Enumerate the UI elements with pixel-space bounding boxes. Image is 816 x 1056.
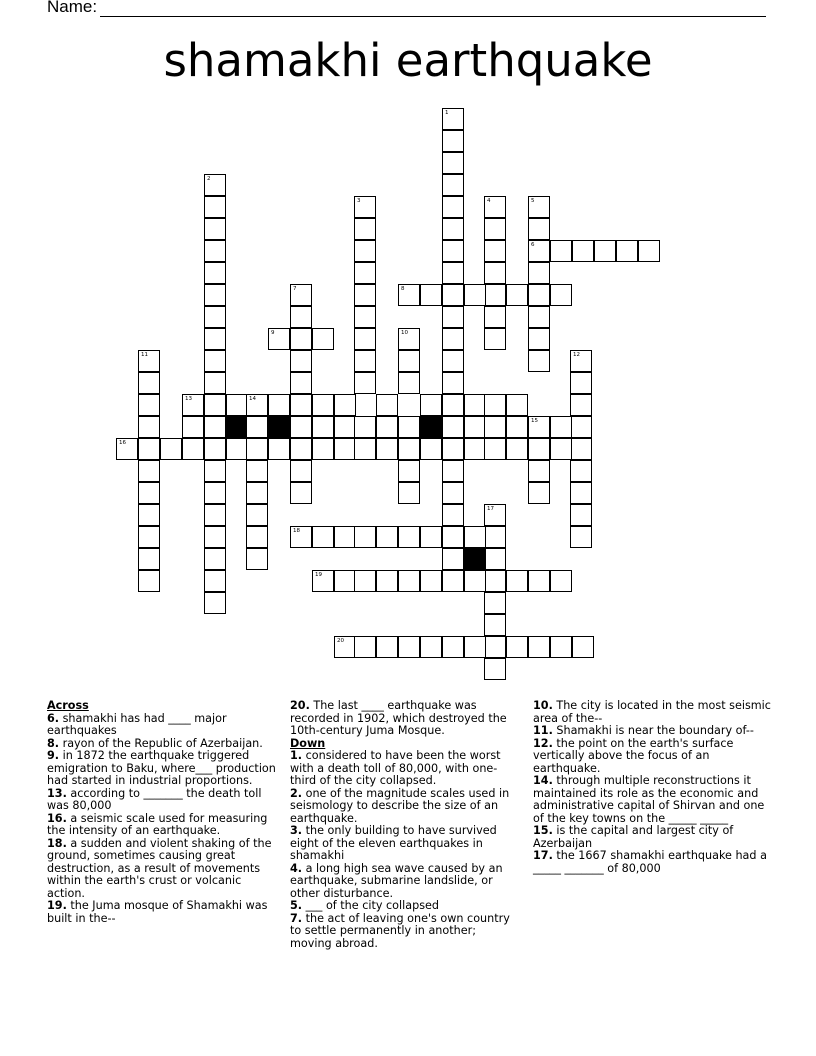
clue-text: The last ____ earthquake was recorded in 1902, which destroyed the 10th-century Juma Mosque. <box>290 699 507 737</box>
crossword-cell[interactable] <box>506 438 528 460</box>
crossword-cell[interactable] <box>442 306 464 328</box>
clue-number: 12 <box>573 352 580 358</box>
page-title: shamakhi earthquake <box>163 34 653 87</box>
clues-column-1 <box>47 700 277 925</box>
across-clue <box>47 900 277 925</box>
crossword-cell[interactable] <box>138 482 160 504</box>
crossword-cell[interactable] <box>570 460 592 482</box>
crossword-cell[interactable] <box>334 636 356 658</box>
crossword-cell[interactable] <box>570 350 592 372</box>
across-clue <box>47 713 277 738</box>
clue-number: 3 <box>357 198 361 204</box>
crossword-cell[interactable] <box>398 372 420 394</box>
crossword-cell[interactable] <box>442 504 464 526</box>
crossword-cell[interactable] <box>268 328 290 350</box>
crossword-cell[interactable] <box>268 394 290 416</box>
name-label: Name: <box>47 0 98 16</box>
clue-text: Shamakhi is near the boundary of-- <box>552 724 754 737</box>
crossword-cell[interactable] <box>312 416 334 438</box>
crossword-cell[interactable] <box>226 438 248 460</box>
crossword-cell[interactable] <box>484 636 506 658</box>
crossword-cell[interactable] <box>484 526 506 548</box>
crossword-cell[interactable] <box>138 372 160 394</box>
crossword-cell[interactable] <box>204 504 226 526</box>
crossword-cell[interactable] <box>484 218 506 240</box>
crossword-cell[interactable] <box>138 350 160 372</box>
clue-num: 15. <box>533 824 553 837</box>
clues-column-2 <box>290 700 518 950</box>
crossword-cell[interactable] <box>376 438 398 460</box>
crossword-cell[interactable] <box>312 394 334 416</box>
down-clue <box>290 788 518 826</box>
clue-number: 7 <box>293 286 297 292</box>
crossword-cell[interactable] <box>204 284 226 306</box>
crossword-cell[interactable] <box>570 526 592 548</box>
across-clue <box>47 788 277 813</box>
crossword-cell[interactable] <box>528 350 550 372</box>
down-clue <box>533 700 773 725</box>
down-clue <box>533 850 773 875</box>
clue-number: 4 <box>487 198 491 204</box>
crossword-cell[interactable] <box>376 394 398 416</box>
crossword-cell[interactable] <box>420 570 442 592</box>
crossword-cell[interactable] <box>334 526 356 548</box>
crossword-cell[interactable] <box>204 482 226 504</box>
crossword-cell[interactable] <box>312 570 334 592</box>
clue-number: 13 <box>185 396 192 402</box>
clue-num: 20. <box>290 699 310 712</box>
crossword-cell[interactable] <box>506 416 528 438</box>
crossword-cell[interactable] <box>442 548 464 570</box>
crossword-cell[interactable] <box>484 262 506 284</box>
crossword-cell[interactable] <box>484 416 506 438</box>
crossword-cell[interactable] <box>506 394 528 416</box>
clue-text: in 1872 the earthquake triggered emigration to Baku, where___ production had started in industrial proportions. <box>47 749 276 787</box>
crossword-cell[interactable] <box>376 526 398 548</box>
crossword-cell[interactable] <box>550 416 572 438</box>
crossword-cell[interactable] <box>464 438 486 460</box>
across-clue <box>47 813 277 838</box>
crossword-cell[interactable] <box>246 482 268 504</box>
crossword-cell[interactable] <box>138 504 160 526</box>
crossword-cell[interactable] <box>550 636 572 658</box>
crossword-cell[interactable] <box>204 196 226 218</box>
crossword-cell[interactable] <box>398 438 420 460</box>
crossword-cell[interactable] <box>528 328 550 350</box>
crossword-cell[interactable] <box>354 328 376 350</box>
crossword-cell[interactable] <box>442 108 464 130</box>
crossword-cell[interactable] <box>204 350 226 372</box>
crossword-cell[interactable] <box>354 526 376 548</box>
crossword-cell[interactable] <box>442 394 464 416</box>
clue-num: 7. <box>290 911 303 925</box>
crossword-cell[interactable] <box>528 636 550 658</box>
crossword-cell[interactable] <box>484 394 506 416</box>
crossword-cell[interactable] <box>334 394 356 416</box>
crossword-cell[interactable] <box>138 526 160 548</box>
crossword-cell[interactable] <box>506 636 528 658</box>
crossword-cell[interactable] <box>182 394 204 416</box>
crossword-cell[interactable] <box>290 394 312 416</box>
crossword-cell[interactable] <box>290 350 312 372</box>
crossword-cell[interactable] <box>572 636 594 658</box>
clue-number: 9 <box>271 330 275 336</box>
crossword-cell[interactable] <box>204 460 226 482</box>
clue-text: rayon of the Republic of Azerbaijan. <box>59 736 263 750</box>
crossword-cell[interactable] <box>506 284 528 306</box>
clue-text: the 1667 shamakhi earthquake had a _____ _______ of 80,000 <box>533 849 767 875</box>
crossword-cell[interactable] <box>484 284 506 306</box>
clue-number: 11 <box>141 352 148 358</box>
crossword-cell[interactable] <box>290 284 312 306</box>
across-clue <box>47 750 277 788</box>
clue-num: 10. <box>533 699 553 712</box>
crossword-cell[interactable] <box>528 460 550 482</box>
crossword-cell[interactable] <box>398 328 420 350</box>
clue-text: is the capital and largest city of Azerbaijan <box>533 824 734 850</box>
crossword-cell[interactable] <box>204 394 226 416</box>
clue-number: 8 <box>401 286 405 292</box>
crossword-cell[interactable] <box>528 240 550 262</box>
crossword-cell[interactable] <box>376 636 398 658</box>
crossword-cell[interactable] <box>484 328 506 350</box>
crossword-cell[interactable] <box>442 218 464 240</box>
crossword-cell[interactable] <box>354 306 376 328</box>
crossword-cell[interactable] <box>398 570 420 592</box>
crossword-cell[interactable] <box>138 416 160 438</box>
clue-num: 17. <box>533 849 553 862</box>
crossword-cell[interactable] <box>204 174 226 196</box>
crossword-cell[interactable] <box>442 240 464 262</box>
crossword-cell[interactable] <box>290 526 312 548</box>
crossword-block <box>420 416 442 438</box>
clue-number: 16 <box>119 440 126 446</box>
crossword-cell[interactable] <box>442 196 464 218</box>
crossword-cell[interactable] <box>204 592 226 614</box>
crossword-cell[interactable] <box>398 350 420 372</box>
clue-text: the only building to have survived eight of the eleven earthquakes in shamakhi <box>290 824 497 862</box>
clue-number: 14 <box>249 396 256 402</box>
crossword-cell[interactable] <box>160 438 182 460</box>
crossword-cell[interactable] <box>204 328 226 350</box>
crossword-cell[interactable] <box>464 284 486 306</box>
crossword-cell[interactable] <box>290 306 312 328</box>
crossword-cell[interactable] <box>290 482 312 504</box>
crossword-cell[interactable] <box>484 196 506 218</box>
crossword-cell[interactable] <box>290 460 312 482</box>
clue-text: a seismic scale used for measuring the intensity of an earthquake. <box>47 811 268 837</box>
crossword-cell[interactable] <box>204 438 226 460</box>
clue-number: 20 <box>337 638 344 644</box>
crossword-cell[interactable] <box>638 240 660 262</box>
crossword-cell[interactable] <box>354 570 376 592</box>
clue-num: 1. <box>290 749 303 762</box>
crossword-cell[interactable] <box>138 570 160 592</box>
crossword-cell[interactable] <box>528 196 550 218</box>
crossword-cell[interactable] <box>354 416 376 438</box>
crossword-cell[interactable] <box>138 548 160 570</box>
crossword-cell[interactable] <box>442 328 464 350</box>
crossword-cell[interactable] <box>570 504 592 526</box>
crossword-cell[interactable] <box>354 240 376 262</box>
crossword-cell[interactable] <box>550 438 572 460</box>
crossword-cell[interactable] <box>442 460 464 482</box>
crossword-cell[interactable] <box>570 438 592 460</box>
crossword-cell[interactable] <box>246 460 268 482</box>
down-clue <box>290 863 518 901</box>
crossword-cell[interactable] <box>484 438 506 460</box>
clue-num: 16. <box>47 811 67 825</box>
across-clue <box>47 838 277 901</box>
crossword-cell[interactable] <box>312 526 334 548</box>
crossword-cell[interactable] <box>484 592 506 614</box>
clue-number: 1 <box>445 110 449 116</box>
crossword-cell[interactable] <box>290 372 312 394</box>
crossword-cell[interactable] <box>484 570 506 592</box>
clue-num: 8. <box>47 736 60 750</box>
down-clue <box>533 738 773 776</box>
crossword-cell[interactable] <box>528 416 550 438</box>
crossword-cell[interactable] <box>204 240 226 262</box>
down-clue <box>533 775 773 825</box>
crossword-cell[interactable] <box>182 438 204 460</box>
clue-text: the Juma mosque of Shamakhi was built in the-- <box>47 899 268 925</box>
crossword-cell[interactable] <box>354 284 376 306</box>
clue-number: 17 <box>487 506 494 512</box>
crossword-cell[interactable] <box>246 548 268 570</box>
crossword-block <box>268 416 290 438</box>
crossword-cell[interactable] <box>354 372 376 394</box>
crossword-cell[interactable] <box>464 416 486 438</box>
crossword-cell[interactable] <box>528 482 550 504</box>
crossword-cell[interactable] <box>334 416 356 438</box>
crossword-cell[interactable] <box>528 570 550 592</box>
crossword-cell[interactable] <box>528 438 550 460</box>
crossword-cell[interactable] <box>506 570 528 592</box>
crossword-cell[interactable] <box>570 372 592 394</box>
clue-text: considered to have been the worst with a death toll of 80,000, with one-third of the city collapsed. <box>290 749 501 787</box>
crossword-cell[interactable] <box>246 416 268 438</box>
crossword-cell[interactable] <box>484 548 506 570</box>
crossword-cell[interactable] <box>442 570 464 592</box>
clues-column-3 <box>533 700 773 875</box>
clue-text: shamakhi has had ____ major earthquakes <box>47 711 227 737</box>
crossword-cell[interactable] <box>334 438 356 460</box>
crossword-cell[interactable] <box>550 570 572 592</box>
down-heading: Down <box>290 736 326 750</box>
clue-number: 10 <box>401 330 408 336</box>
crossword-cell[interactable] <box>398 416 420 438</box>
crossword-cell[interactable] <box>442 350 464 372</box>
crossword-cell[interactable] <box>484 504 506 526</box>
crossword-cell[interactable] <box>528 306 550 328</box>
clue-num: 5. <box>290 899 303 912</box>
crossword-cell[interactable] <box>138 438 160 460</box>
crossword-cell[interactable] <box>376 416 398 438</box>
crossword-cell[interactable] <box>204 526 226 548</box>
clue-num: 9. <box>47 749 60 762</box>
clue-text: the act of leaving one's own country to settle permanently in another; moving abroad. <box>290 911 510 950</box>
crossword-cell[interactable] <box>376 570 398 592</box>
crossword-cell[interactable] <box>594 240 616 262</box>
crossword-cell[interactable] <box>420 526 442 548</box>
crossword-cell[interactable] <box>442 526 464 548</box>
down-clue <box>290 913 518 951</box>
down-clue <box>290 750 518 788</box>
clue-num: 6. <box>47 711 60 725</box>
clue-text: a long high sea wave caused by an earthquake, submarine landslide, or other disturbance. <box>290 861 503 900</box>
crossword-cell[interactable] <box>616 240 638 262</box>
crossword-cell[interactable] <box>354 196 376 218</box>
clue-num: 12. <box>533 736 553 750</box>
clue-number: 18 <box>293 528 300 534</box>
clue-num: 14. <box>533 774 553 787</box>
crossword-cell[interactable] <box>246 526 268 548</box>
crossword-cell[interactable] <box>442 152 464 174</box>
crossword-cell[interactable] <box>354 636 376 658</box>
clue-text: through multiple reconstructions it maintained its role as the economic and administrative capital of Shirvan and one of the key towns on the _____ _____ <box>533 774 765 825</box>
clue-text: a sudden and violent shaking of the ground, sometimes causing great destruction, as a result of movements within the earth's crust or volcanic action. <box>47 836 272 900</box>
crossword-cell[interactable] <box>484 306 506 328</box>
crossword-cell[interactable] <box>246 438 268 460</box>
crossword-cell[interactable] <box>398 482 420 504</box>
crossword-cell[interactable] <box>442 174 464 196</box>
crossword-cell[interactable] <box>420 636 442 658</box>
crossword-cell[interactable] <box>138 394 160 416</box>
crossword-cell[interactable] <box>570 394 592 416</box>
crossword-cell[interactable] <box>442 636 464 658</box>
crossword-cell[interactable] <box>484 614 506 636</box>
clue-text: The city is located in the most seismic area of the-- <box>533 699 771 725</box>
crossword-cell[interactable] <box>550 284 572 306</box>
crossword-cell[interactable] <box>398 526 420 548</box>
crossword-cell[interactable] <box>572 240 594 262</box>
crossword-cell[interactable] <box>570 416 592 438</box>
crossword-cell[interactable] <box>442 482 464 504</box>
clue-num: 19. <box>47 899 67 912</box>
crossword-cell[interactable] <box>290 416 312 438</box>
crossword-cell[interactable] <box>420 284 442 306</box>
crossword-cell[interactable] <box>398 636 420 658</box>
crossword-cell[interactable] <box>442 438 464 460</box>
crossword-cell[interactable] <box>442 416 464 438</box>
crossword-cell[interactable] <box>204 306 226 328</box>
across-clue <box>290 700 518 738</box>
crossword-cell[interactable] <box>312 328 334 350</box>
crossword-cell[interactable] <box>464 394 486 416</box>
down-clue <box>533 825 773 850</box>
crossword-cell[interactable] <box>204 262 226 284</box>
clue-number: 5 <box>531 198 535 204</box>
crossword-cell[interactable] <box>246 394 268 416</box>
crossword-cell[interactable] <box>442 372 464 394</box>
crossword-block <box>464 548 486 570</box>
clue-number: 19 <box>315 572 322 578</box>
crossword-cell[interactable] <box>354 438 376 460</box>
crossword-cell[interactable] <box>550 240 572 262</box>
crossword-cell[interactable] <box>204 372 226 394</box>
clue-text: according to _______ the death toll was 80,000 <box>47 786 262 812</box>
crossword-cell[interactable] <box>420 438 442 460</box>
clue-num: 13. <box>47 786 67 800</box>
clue-num: 4. <box>290 861 303 875</box>
crossword-block <box>226 416 248 438</box>
crossword-cell[interactable] <box>570 482 592 504</box>
crossword-cell[interactable] <box>398 284 420 306</box>
crossword-cell[interactable] <box>464 526 486 548</box>
crossword-cell[interactable] <box>464 636 486 658</box>
crossword-cell[interactable] <box>420 394 442 416</box>
crossword-cell[interactable] <box>464 570 486 592</box>
crossword-cell[interactable] <box>528 262 550 284</box>
crossword-cell[interactable] <box>354 350 376 372</box>
crossword-cell[interactable] <box>528 284 550 306</box>
clue-num: 18. <box>47 836 67 850</box>
clue-num: 2. <box>290 786 303 800</box>
crossword-cell[interactable] <box>354 262 376 284</box>
crossword-cell[interactable] <box>442 284 464 306</box>
crossword-cell[interactable] <box>268 438 290 460</box>
crossword-cell[interactable] <box>290 438 312 460</box>
clue-number: 2 <box>207 176 211 182</box>
clue-number: 15 <box>531 418 538 424</box>
crossword-cell[interactable] <box>442 262 464 284</box>
crossword-cell[interactable] <box>204 570 226 592</box>
down-clue <box>290 825 518 863</box>
clue-text: ___ of the city collapsed <box>302 899 440 912</box>
across-heading: Across <box>47 699 89 712</box>
crossword-cell[interactable] <box>528 218 550 240</box>
crossword-cell[interactable] <box>204 218 226 240</box>
crossword-cell[interactable] <box>246 504 268 526</box>
clue-number: 6 <box>531 242 535 248</box>
crossword-cell[interactable] <box>354 218 376 240</box>
crossword-cell[interactable] <box>398 460 420 482</box>
crossword-cell[interactable] <box>484 658 506 680</box>
crossword-cell[interactable] <box>312 438 334 460</box>
crossword-cell[interactable] <box>442 130 464 152</box>
crossword-cell[interactable] <box>182 416 204 438</box>
clue-text: one of the magnitude scales used in seismology to describe the size of an earthquake. <box>290 786 510 825</box>
crossword-cell[interactable] <box>116 438 138 460</box>
crossword-cell[interactable] <box>138 460 160 482</box>
crossword-cell[interactable] <box>204 416 226 438</box>
clue-num: 3. <box>290 824 303 837</box>
crossword-cell[interactable] <box>226 394 248 416</box>
crossword-cell[interactable] <box>290 328 312 350</box>
crossword-cell[interactable] <box>204 548 226 570</box>
clue-num: 11. <box>533 724 553 737</box>
crossword-cell[interactable] <box>334 570 356 592</box>
crossword-cell[interactable] <box>484 240 506 262</box>
clue-text: the point on the earth's surface vertically above the focus of an earthquake. <box>533 736 734 775</box>
